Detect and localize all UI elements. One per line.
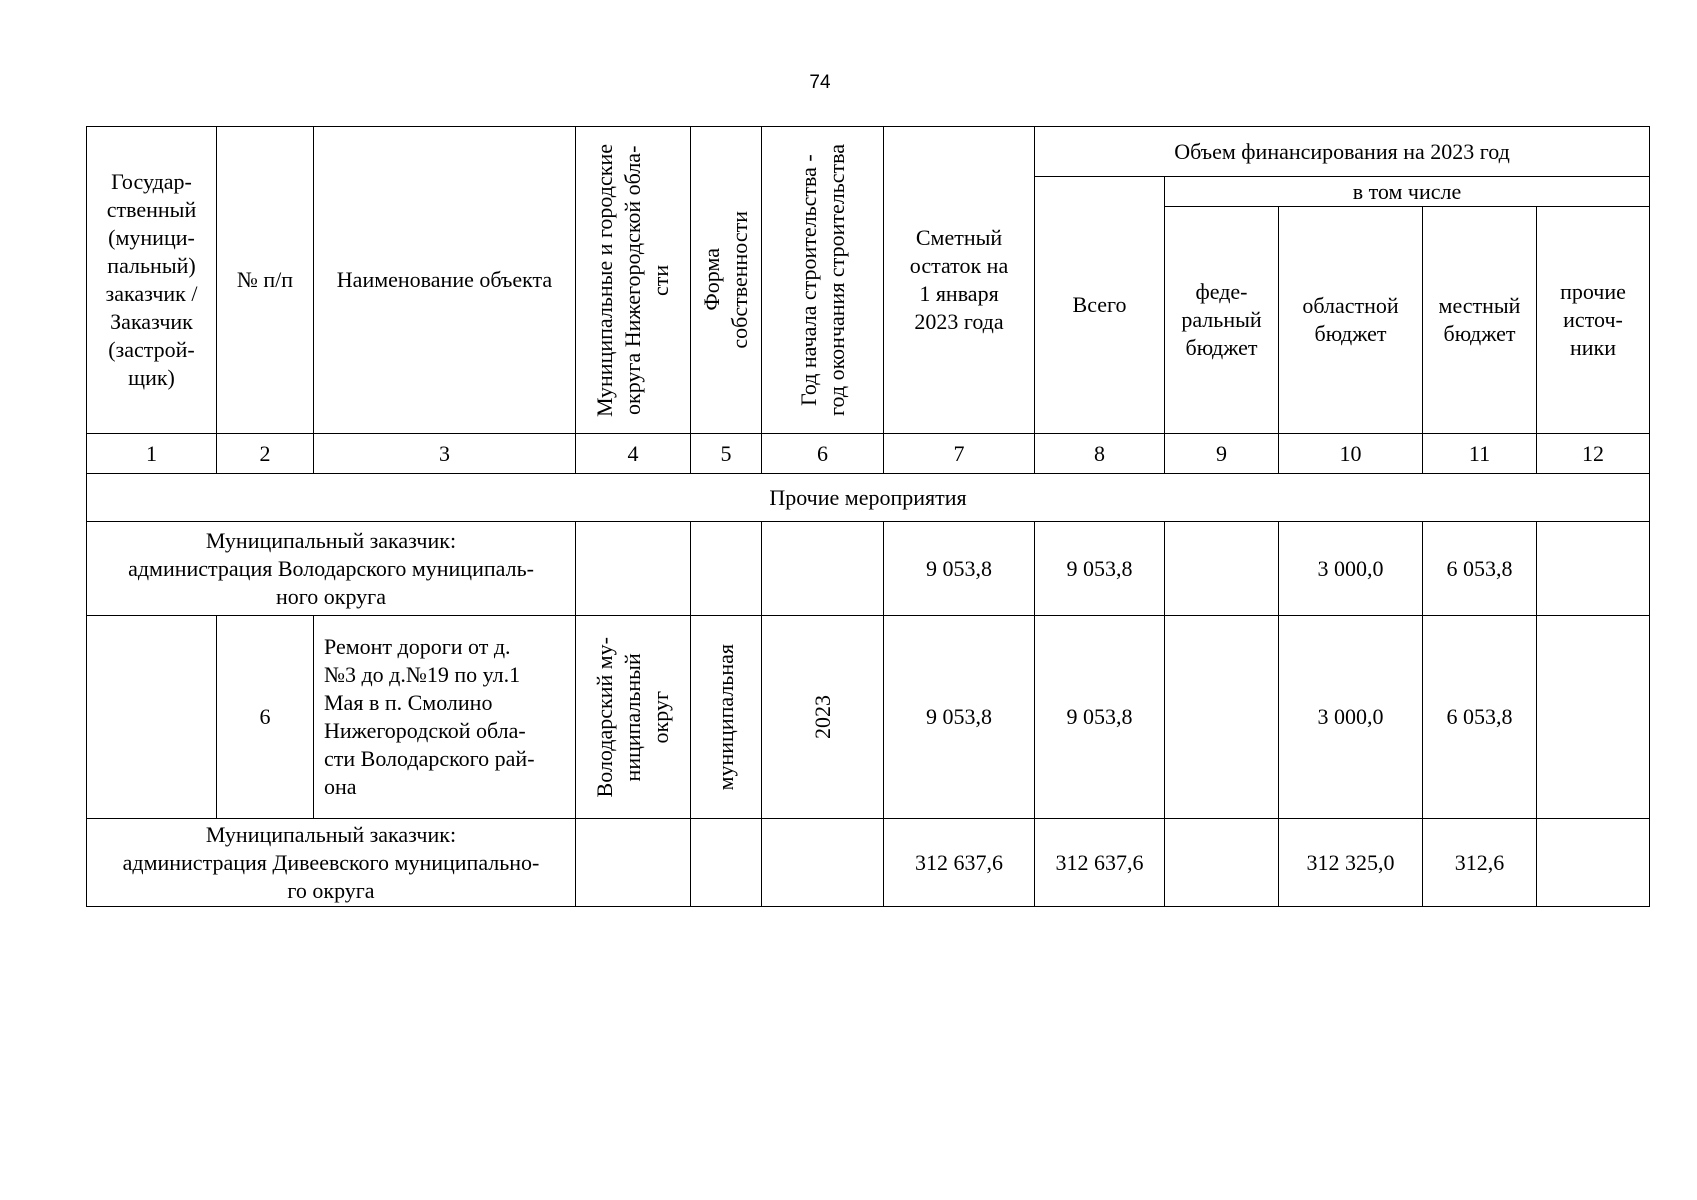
estimate-value: 9 053,8 bbox=[884, 522, 1035, 616]
header-customer: Государ- ственный (муници- пальный) заказчик / Заказчик (застрой- щик) bbox=[87, 127, 217, 434]
header-years bbox=[762, 127, 884, 434]
header-regional: областной бюджет bbox=[1279, 207, 1423, 434]
estimate-value: 9 053,8 bbox=[884, 616, 1035, 819]
header-total: Всего bbox=[1035, 177, 1165, 434]
object-municipality-text: Володарский му- ниципальный округ bbox=[592, 636, 673, 798]
object-number: 6 bbox=[217, 616, 314, 819]
total-value: 9 053,8 bbox=[1035, 616, 1165, 819]
estimate-value: 312 637,6 bbox=[884, 819, 1035, 907]
header-funding-group: Объем финансирования на 2023 год bbox=[1035, 127, 1650, 177]
column-number: 11 bbox=[1423, 434, 1537, 474]
header-ownership bbox=[691, 127, 762, 434]
customer-name: Муниципальный заказчик: администрация Дивеевского муниципально- го округа bbox=[87, 819, 576, 907]
total-value: 312 637,6 bbox=[1035, 819, 1165, 907]
regional-value: 3 000,0 bbox=[1279, 616, 1423, 819]
header-including: в том числе bbox=[1165, 177, 1650, 207]
section-title: Прочие мероприятия bbox=[87, 474, 1650, 522]
column-number: 9 bbox=[1165, 434, 1279, 474]
customer-row bbox=[87, 522, 1650, 616]
local-value: 312,6 bbox=[1423, 819, 1537, 907]
object-years-text: 2023 bbox=[809, 695, 835, 739]
column-number: 4 bbox=[576, 434, 691, 474]
column-number: 2 bbox=[217, 434, 314, 474]
empty-cell bbox=[762, 819, 884, 907]
header-years-text: Год начала строительства - год окончания строительства bbox=[795, 144, 849, 416]
header-federal: феде- ральный бюджет bbox=[1165, 207, 1279, 434]
header-local: местный бюджет bbox=[1423, 207, 1537, 434]
empty-cell bbox=[576, 819, 691, 907]
column-number: 3 bbox=[314, 434, 576, 474]
object-name: Ремонт дороги от д. №3 до д.№19 по ул.1 Мая в п. Смолино Нижегородской обла- сти Володарского рай- она bbox=[314, 616, 576, 819]
federal-value bbox=[1165, 522, 1279, 616]
total-value: 9 053,8 bbox=[1035, 522, 1165, 616]
regional-value: 312 325,0 bbox=[1279, 819, 1423, 907]
federal-value bbox=[1165, 819, 1279, 907]
empty-cell bbox=[576, 522, 691, 616]
empty-cell bbox=[762, 522, 884, 616]
customer-row bbox=[87, 819, 1650, 907]
column-number: 10 bbox=[1279, 434, 1423, 474]
customer-name: Муниципальный заказчик: администрация Володарского муниципаль- ного округа bbox=[87, 522, 576, 616]
column-number: 6 bbox=[762, 434, 884, 474]
other-value bbox=[1537, 522, 1650, 616]
column-number: 5 bbox=[691, 434, 762, 474]
header-municipality-text: Муниципальные и городские округа Нижегородской обла- сти bbox=[592, 143, 673, 417]
object-ownership-text: муниципальная bbox=[713, 643, 738, 791]
empty-cell bbox=[691, 522, 762, 616]
page-number: 74 bbox=[809, 72, 831, 93]
local-value: 6 053,8 bbox=[1423, 616, 1537, 819]
object-customer bbox=[87, 616, 217, 819]
local-value: 6 053,8 bbox=[1423, 522, 1537, 616]
column-number: 7 bbox=[884, 434, 1035, 474]
column-number: 1 bbox=[87, 434, 217, 474]
object-municipality bbox=[576, 616, 691, 819]
budget-table bbox=[86, 126, 1650, 907]
empty-cell bbox=[691, 819, 762, 907]
column-number: 8 bbox=[1035, 434, 1165, 474]
other-value bbox=[1537, 819, 1650, 907]
header-other: прочие источ- ники bbox=[1537, 207, 1650, 434]
header-object-name: Наименование объекта bbox=[314, 127, 576, 434]
regional-value: 3 000,0 bbox=[1279, 522, 1423, 616]
header-number: № п/п bbox=[217, 127, 314, 434]
column-number: 12 bbox=[1537, 434, 1650, 474]
header-estimate-balance: Сметный остаток на 1 января 2023 года bbox=[884, 127, 1035, 434]
other-value bbox=[1537, 616, 1650, 819]
header-municipality bbox=[576, 127, 691, 434]
object-row bbox=[87, 616, 1650, 819]
object-years bbox=[762, 616, 884, 819]
header-ownership-text: Форма собственности bbox=[699, 211, 752, 349]
federal-value bbox=[1165, 616, 1279, 819]
column-numbers-row bbox=[87, 434, 1650, 474]
object-ownership bbox=[691, 616, 762, 819]
